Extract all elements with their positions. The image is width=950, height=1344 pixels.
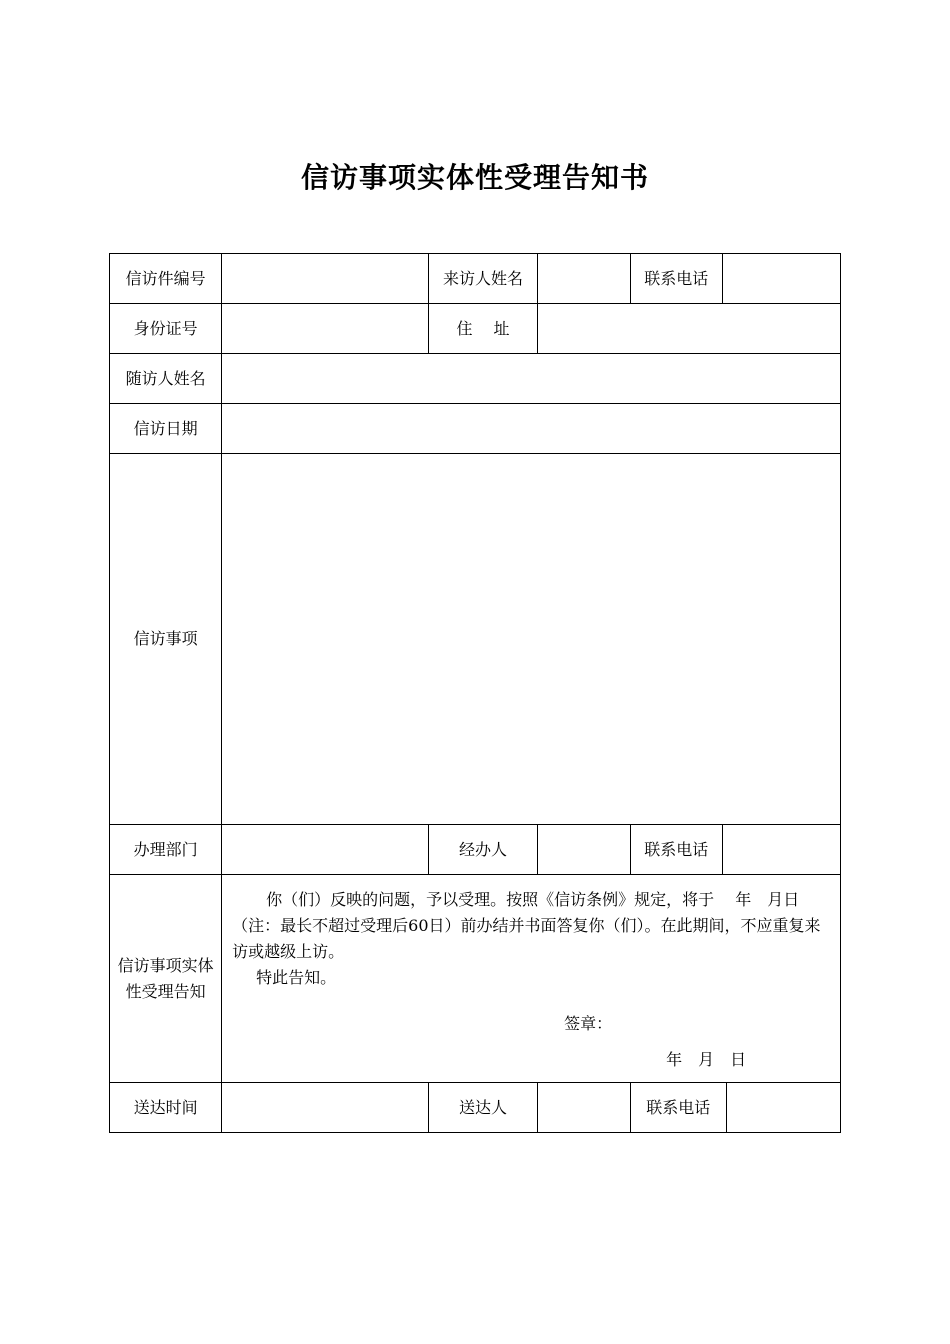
phone-label-3: 联系电话 (630, 1083, 726, 1133)
handler-field[interactable] (537, 825, 630, 875)
id-number-field[interactable] (222, 304, 429, 354)
form-row-id (110, 304, 841, 354)
address-field[interactable] (537, 304, 840, 354)
matter-label: 信访事项 (110, 454, 222, 825)
phone-label-2: 联系电话 (630, 825, 722, 875)
notice-closing-text: 特此告知。 (256, 968, 337, 987)
notice-date-line: 年 月 日 (666, 1050, 747, 1069)
phone-field-3[interactable] (726, 1083, 840, 1133)
phone-field-1[interactable] (722, 254, 840, 304)
form-row-delivery (110, 1083, 841, 1133)
visitor-name-label: 来访人姓名 (429, 254, 537, 304)
form-row-notice (110, 875, 841, 1083)
form-row-case (110, 254, 841, 304)
companion-name-field[interactable] (222, 354, 841, 404)
matter-field[interactable] (222, 454, 841, 825)
companion-name-label: 随访人姓名 (110, 354, 222, 404)
form-row-companion (110, 354, 841, 404)
case-number-label: 信访件编号 (110, 254, 222, 304)
notice-body-text: 你（们）反映的问题，予以受理。按照《信访条例》规定，将于 年 月日（注：最长不超过受理后60日）前办结并书面答复你（们）。在此期间，不应重复来访或越级上访。 (232, 890, 821, 961)
phone-label-1: 联系电话 (630, 254, 722, 304)
visit-date-field[interactable] (222, 404, 841, 454)
petition-form-table (109, 253, 841, 1133)
form-row-matter (110, 454, 841, 825)
address-label: 住 址 (429, 304, 537, 354)
signature-label: 签章： (564, 1014, 613, 1033)
department-field[interactable] (222, 825, 429, 875)
delivery-time-field[interactable] (222, 1083, 429, 1133)
handler-label: 经办人 (429, 825, 537, 875)
phone-field-2[interactable] (722, 825, 840, 875)
form-row-date (110, 404, 841, 454)
visit-date-label: 信访日期 (110, 404, 222, 454)
document-title: 信访事项实体性受理告知书 (300, 161, 649, 194)
id-number-label: 身份证号 (110, 304, 222, 354)
notice-label: 信访事项实体性受理告知 (110, 875, 222, 1083)
deliverer-field[interactable] (537, 1083, 630, 1133)
form-row-department (110, 825, 841, 875)
deliverer-label: 送达人 (429, 1083, 537, 1133)
notice-content (222, 875, 841, 1083)
department-label: 办理部门 (110, 825, 222, 875)
case-number-field[interactable] (222, 254, 429, 304)
visitor-name-field[interactable] (537, 254, 630, 304)
delivery-time-label: 送达时间 (110, 1083, 222, 1133)
